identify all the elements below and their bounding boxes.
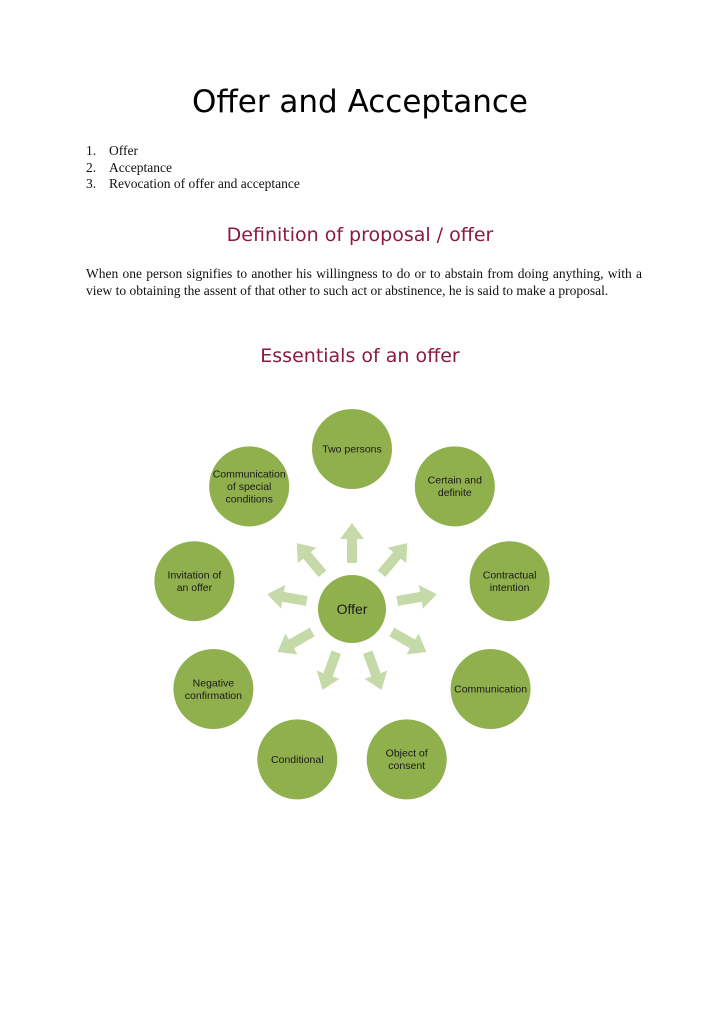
node-label: consent	[388, 760, 426, 773]
arrow-8	[265, 582, 309, 613]
arrow-7	[272, 622, 319, 663]
arrow-shape	[340, 523, 364, 563]
node-label: an offer	[176, 582, 213, 594]
list-text: Offer	[109, 143, 138, 158]
arrow-shape	[288, 535, 332, 581]
list-number: 1.	[86, 143, 97, 158]
arrow-5	[356, 648, 392, 694]
node-label: intention	[489, 582, 530, 594]
diagram-node	[367, 719, 447, 799]
arrow-1	[340, 523, 364, 563]
node-label: definite	[437, 487, 472, 500]
center-node	[318, 575, 386, 643]
arrow-shape	[311, 648, 347, 694]
node-label: Object of	[385, 747, 428, 760]
arrow-shape	[272, 622, 319, 663]
node-label: of special	[227, 480, 272, 493]
arrow-3	[395, 582, 439, 613]
node-label: Contractual	[482, 569, 537, 582]
node-label: Invitation of	[167, 569, 222, 582]
arrow-shape	[372, 535, 416, 581]
arrow-shape	[265, 582, 309, 613]
diagram-node	[154, 541, 234, 621]
node-label: Communication	[212, 468, 286, 481]
arrow-shape	[386, 622, 433, 663]
node-label: confirmation	[184, 689, 243, 702]
diagram-node	[257, 719, 337, 799]
diagram-node	[312, 409, 392, 489]
arrow-shape	[356, 648, 392, 694]
diagram-node	[415, 446, 495, 526]
list-text: Acceptance	[109, 159, 172, 175]
list-number: 3.	[86, 176, 97, 191]
center-label: Offer	[336, 601, 368, 617]
node-label: Conditional	[271, 753, 324, 766]
arrow-shape	[395, 582, 439, 613]
definition-paragraph: When one person signifies to another his willingness to do or to abstain from doing anything, with a view to obtaining the assent of that other to such act or abstinence, he is said to make a proposal.	[86, 266, 642, 298]
essentials-heading: Essentials of an offer	[260, 345, 460, 367]
list-text: Revocation of offer and acceptance	[109, 176, 300, 191]
arrow-2	[372, 535, 416, 581]
list-number: 2.	[86, 159, 97, 175]
diagram-node	[173, 649, 253, 729]
node-label: Communication	[454, 683, 528, 696]
diagram-node	[451, 649, 531, 729]
diagram-node	[470, 541, 550, 621]
arrow-6	[311, 648, 347, 694]
arrow-4	[386, 622, 433, 663]
arrow-9	[288, 535, 332, 581]
node-label: conditions	[225, 493, 273, 506]
node-label: Two persons	[322, 443, 382, 456]
node-label: Negative	[192, 677, 235, 690]
diagram-node	[209, 446, 289, 526]
definition-heading: Definition of proposal / offer	[226, 224, 494, 246]
page-title: Offer and Acceptance	[191, 84, 529, 120]
node-label: Certain and	[427, 474, 482, 487]
